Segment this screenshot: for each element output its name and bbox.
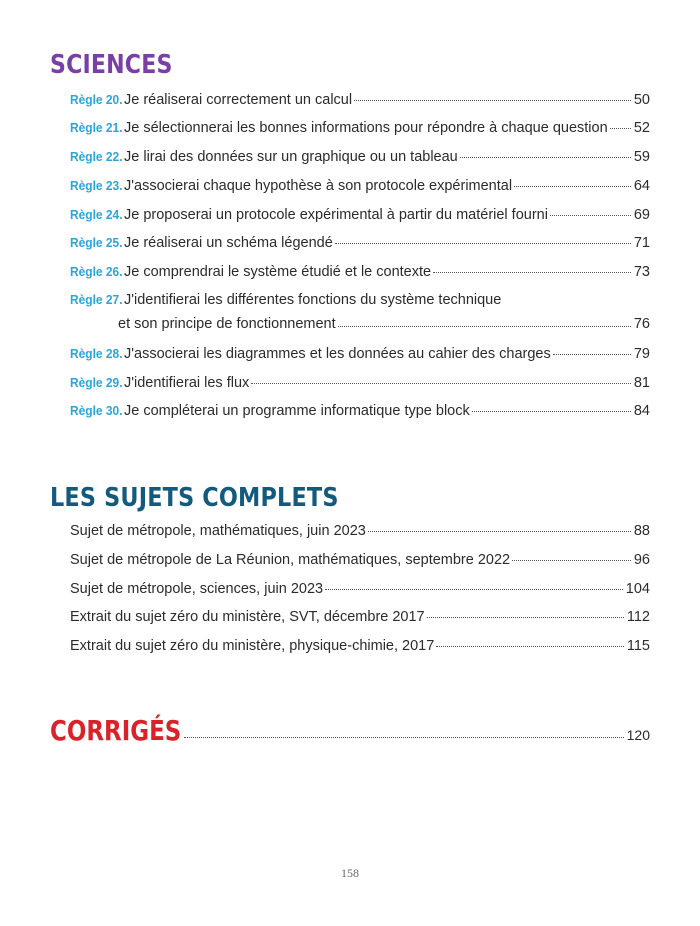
dot-leader <box>325 588 623 590</box>
rule-label: Règle 29. <box>70 375 123 390</box>
dot-leader <box>251 382 631 384</box>
page-ref: 96 <box>633 552 650 568</box>
dot-leader <box>514 185 631 187</box>
section-title-sujets-complets: LES SUJETS COMPLETS <box>50 483 339 513</box>
entry-text-continued: et son principe de fonctionnement <box>118 316 336 332</box>
toc-entry-regle-30[interactable] <box>70 401 650 421</box>
dot-leader <box>512 559 631 561</box>
toc-entry-regle-22[interactable] <box>70 147 650 167</box>
dot-leader <box>553 353 631 355</box>
entry-text: Je compléterai un programme informatique type block <box>124 403 470 419</box>
page-ref: 50 <box>633 92 650 108</box>
dot-leader <box>335 242 631 244</box>
dot-leader <box>460 156 631 158</box>
entry-text: Je réaliserai un schéma légendé <box>124 235 333 251</box>
toc-entry-sujet[interactable] <box>70 521 650 541</box>
rule-label: Règle 30. <box>70 403 123 418</box>
page-ref: 64 <box>633 178 650 194</box>
entry-text: Sujet de métropole, sciences, juin 2023 <box>70 581 324 597</box>
toc-entry-regle-24[interactable] <box>70 205 650 225</box>
entry-text: Je réaliserai correctement un calcul <box>124 92 353 108</box>
rule-label: Règle 28. <box>70 346 123 361</box>
entry-text: Extrait du sujet zéro du ministère, physique-chimie, 2017 <box>70 638 435 654</box>
dot-leader <box>436 645 624 647</box>
dot-leader <box>427 616 624 618</box>
page-ref: 112 <box>626 609 650 625</box>
page-ref: 79 <box>633 346 650 362</box>
toc-entry-regle-27[interactable] <box>70 288 650 336</box>
dot-leader <box>368 530 631 532</box>
toc-entry-regle-25[interactable] <box>70 233 650 253</box>
toc-entry-regle-21[interactable] <box>70 118 650 138</box>
toc-entry-regle-23[interactable] <box>70 176 650 196</box>
dot-leader <box>338 325 631 327</box>
rule-label: Règle 21. <box>70 120 123 135</box>
rule-label: Règle 23. <box>70 178 123 193</box>
page-number: 158 <box>341 866 359 880</box>
rule-label: Règle 20. <box>70 92 123 107</box>
rule-label: Règle 25. <box>70 235 123 250</box>
toc-entry-regle-29[interactable] <box>70 373 650 393</box>
page-ref: 84 <box>633 403 650 419</box>
page-ref: 59 <box>633 149 650 165</box>
page-ref: 73 <box>633 264 650 280</box>
rule-label: Règle 26. <box>70 264 123 279</box>
dot-leader <box>550 214 631 216</box>
toc-entry-sujet[interactable] <box>70 579 650 599</box>
toc-entry-corriges[interactable] <box>50 714 650 747</box>
entry-text: J'identifierai les différentes fonctions du système technique <box>124 292 502 308</box>
toc-entry-sujet[interactable] <box>70 636 650 656</box>
entry-text: Je comprendrai le système étudié et le contexte <box>124 264 432 280</box>
entry-text: Extrait du sujet zéro du ministère, SVT, décembre 2017 <box>70 609 425 625</box>
entry-text: Je lirai des données sur un graphique ou un tableau <box>124 149 458 165</box>
toc-entry-regle-26[interactable] <box>70 262 650 282</box>
entry-text: Sujet de métropole, mathématiques, juin 2023 <box>70 523 366 539</box>
section-title-sciences: SCIENCES <box>50 50 173 80</box>
dot-leader <box>472 410 631 412</box>
section-title-corriges: CORRIGÉS <box>50 714 182 747</box>
page-ref: 104 <box>625 581 650 597</box>
toc-entry-regle-28[interactable] <box>70 344 650 364</box>
dot-leader <box>354 99 631 101</box>
entry-text: Sujet de métropole de La Réunion, mathématiques, septembre 2022 <box>70 552 511 568</box>
page-ref: 120 <box>626 727 650 743</box>
rule-label: Règle 22. <box>70 149 123 164</box>
entry-text: Je sélectionnerai les bonnes informations pour répondre à chaque question <box>124 120 608 136</box>
entry-text: J'associerai les diagrammes et les données au cahier des charges <box>124 346 551 362</box>
toc-entry-sujet[interactable] <box>70 607 650 627</box>
page-ref: 81 <box>633 375 650 391</box>
page-ref: 88 <box>633 523 650 539</box>
toc-entry-regle-20[interactable] <box>70 90 650 110</box>
page-ref: 71 <box>633 235 650 251</box>
dot-leader <box>184 736 623 738</box>
entry-text: J'identifierai les flux <box>124 375 250 391</box>
page-ref: 115 <box>626 638 650 654</box>
dot-leader <box>433 271 631 273</box>
page-ref: 69 <box>633 207 650 223</box>
page-ref: 76 <box>633 316 650 332</box>
toc-entry-sujet[interactable] <box>70 550 650 570</box>
dot-leader <box>610 127 631 129</box>
rule-label: Règle 24. <box>70 207 123 222</box>
entry-text: J'associerai chaque hypothèse à son protocole expérimental <box>124 178 513 194</box>
entry-text: Je proposerai un protocole expérimental à partir du matériel fourni <box>124 207 548 223</box>
page-ref: 52 <box>633 120 650 136</box>
rule-label: Règle 27. <box>70 292 123 307</box>
